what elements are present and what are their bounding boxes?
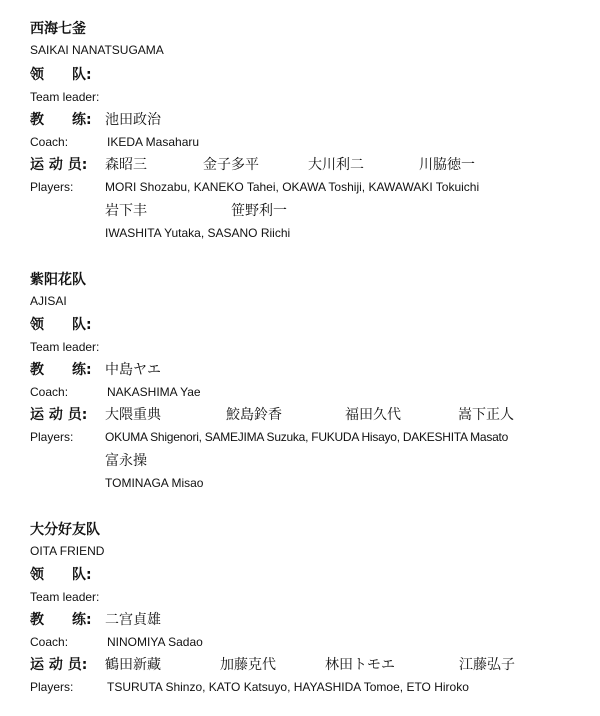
player-name-zh: 森昭三	[105, 157, 147, 173]
players-label-en: Players:	[30, 680, 74, 694]
coach-name-en: NAKASHIMA Yae	[107, 385, 201, 399]
player-name-zh: 岩下丰	[105, 203, 147, 219]
coach-label-zh: 教 练:	[30, 112, 92, 128]
coach-label-en: Coach:	[30, 385, 69, 399]
team-name-zh: 大分好友队	[30, 522, 100, 538]
leader-label-zh: 领 队:	[30, 67, 92, 83]
player-name-zh: 川脇徳一	[419, 157, 475, 173]
player-name-zh: 富永操	[105, 453, 147, 469]
player-name-zh: 嵩下正人	[458, 407, 514, 423]
coach-name-zh: 中島ヤエ	[105, 362, 161, 378]
team-name-en: SAIKAI NANATSUGAMA	[30, 43, 164, 57]
leader-label-en: Team leader:	[30, 590, 100, 604]
coach-name-zh: 二宫貞雄	[105, 612, 161, 628]
player-name-zh: 大川利二	[308, 157, 364, 173]
coach-label-en: Coach:	[30, 635, 69, 649]
player-names-en: OKUMA Shigenori, SAMEJIMA Suzuka, FUKUDA Hisayo, DAKESHITA Masato	[105, 430, 509, 444]
player-name-zh: 加藤克代	[220, 657, 276, 673]
leader-label-zh: 领 队:	[30, 317, 92, 333]
players-label-zh: 运 动 员:	[30, 157, 88, 173]
player-name-zh: 大隈重典	[105, 407, 161, 423]
player-names-en: TOMINAGA Misao	[105, 476, 204, 490]
coach-name-zh: 池田政治	[105, 112, 161, 128]
coach-label-en: Coach:	[30, 135, 69, 149]
leader-label-en: Team leader:	[30, 340, 100, 354]
player-names-en: TSURUTA Shinzo, KATO Katsuyo, HAYASHIDA Tomoe, ETO Hiroko	[107, 680, 469, 694]
leader-label-zh: 领 队:	[30, 567, 92, 583]
players-label-en: Players:	[30, 180, 74, 194]
leader-label-en: Team leader:	[30, 90, 100, 104]
player-names-en: IWASHITA Yutaka, SASANO Riichi	[105, 226, 291, 240]
team-name-en: AJISAI	[30, 294, 67, 308]
coach-label-zh: 教 练:	[30, 612, 92, 628]
player-name-zh: 福田久代	[345, 407, 401, 423]
players-label-zh: 运 动 员:	[30, 657, 88, 673]
player-name-zh: 金子多平	[203, 157, 259, 173]
team-name-zh: 西海七釜	[30, 21, 86, 37]
coach-name-en: NINOMIYA Sadao	[107, 635, 203, 649]
coach-label-zh: 教 练:	[30, 362, 92, 378]
team-name-en: OITA FRIEND	[30, 544, 105, 558]
team-name-zh: 紫阳花队	[30, 272, 86, 288]
player-name-zh: 鶴田新藏	[105, 657, 161, 673]
player-name-zh: 林田トモエ	[325, 657, 395, 673]
player-name-zh: 江藤弘子	[459, 657, 515, 673]
player-name-zh: 鮫島鈴香	[226, 407, 282, 423]
players-label-en: Players:	[30, 430, 74, 444]
players-label-zh: 运 动 员:	[30, 407, 88, 423]
coach-name-en: IKEDA Masaharu	[107, 135, 200, 149]
player-name-zh: 笹野利一	[231, 203, 287, 219]
player-names-en: MORI Shozabu, KANEKO Tahei, OKAWA Toshiji, KAWAWAKI Tokuichi	[105, 180, 480, 194]
